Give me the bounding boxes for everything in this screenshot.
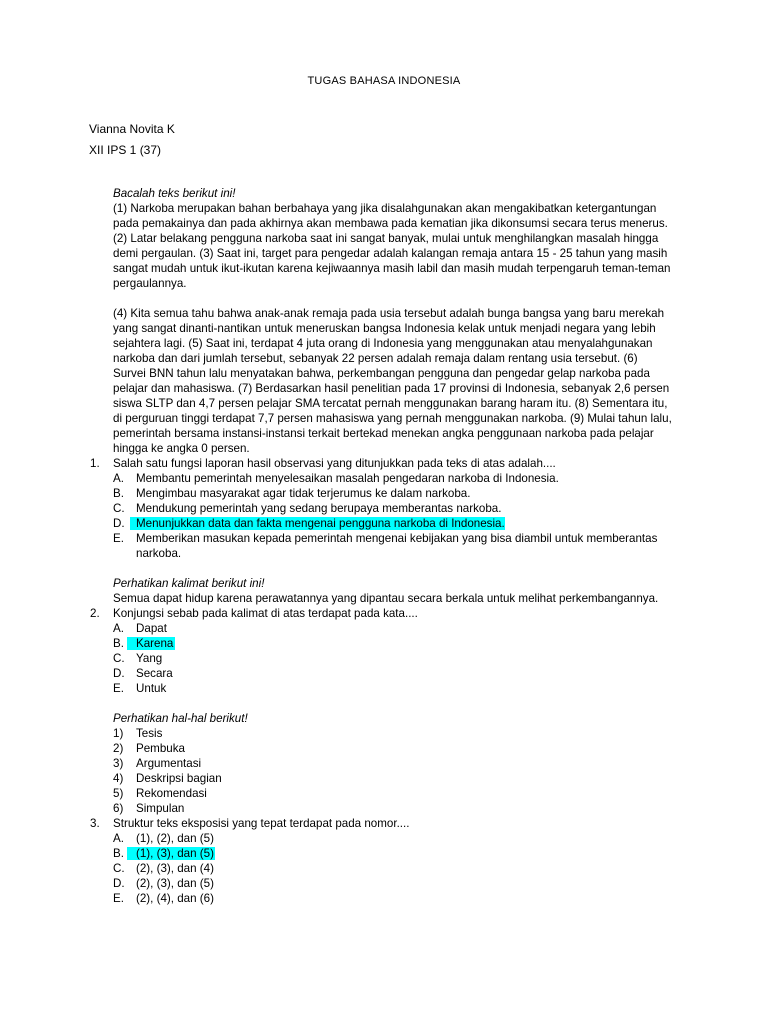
option-letter: D. [113,517,125,530]
option-letter: C. [113,652,125,665]
item-text: Tesis [136,727,163,740]
option-3d[interactable] [113,876,673,891]
option-1e[interactable] [113,531,673,561]
option-letter: C. [113,862,125,875]
option-text: Untuk [136,682,167,695]
item-number: 4) [113,772,124,785]
option-text: (2), (4), dan (6) [136,892,214,905]
option-3c[interactable] [113,861,673,876]
item-text: Simpulan [136,802,185,815]
option-letter: D. [113,667,125,680]
document-body [90,186,673,906]
option-2e[interactable] [113,681,673,696]
option-letter: E. [113,532,124,545]
option-letter: A. [113,832,124,845]
option-3a[interactable] [113,831,673,846]
option-text: Membantu pemerintah menyelesaikan masalah pengedaran narkoba di Indonesia. [136,472,559,485]
option-letter: A. [113,472,124,485]
option-1c[interactable] [113,501,673,516]
question-2 [90,606,673,696]
item-number: 6) [113,802,124,815]
student-name: Vianna Novita K [89,122,175,136]
option-text: Mendukung pemerintah yang sedang berupaya memberantas narkoba. [136,502,502,515]
question-2-sentence: Semua dapat hidup karena perawatannya yang dipantau secara berkala untuk melihat perkembangannya. [113,592,659,605]
structure-item [113,756,673,771]
option-text: (1), (2), dan (5) [136,832,214,845]
item-number: 2) [113,742,124,755]
option-letter: C. [113,502,125,515]
option-letter: B. [113,487,124,500]
option-2b-selected[interactable] [113,636,673,651]
item-number: 3) [113,757,124,770]
option-text: Secara [136,667,173,680]
student-class: XII IPS 1 (37) [89,143,162,157]
item-text: Rekomendasi [136,787,207,800]
question-2-intro: Perhatikan kalimat berikut ini! [113,577,265,590]
item-text: Deskripsi bagian [136,772,222,785]
option-1d-selected[interactable] [113,516,673,531]
question-2-text: Konjungsi sebab pada kalimat di atas terdapat pada kata.... [113,607,418,620]
structure-item [113,771,673,786]
question-3-options [113,831,673,906]
option-3e[interactable] [113,891,673,906]
structure-items [113,726,673,816]
document-title: TUGAS BAHASA INDONESIA [307,75,461,87]
option-text: Yang [136,652,163,665]
option-letter: B. [113,847,124,860]
item-text: Argumentasi [136,757,202,770]
structure-item [113,801,673,816]
option-2a[interactable] [113,621,673,636]
question-3-intro: Perhatikan hal-hal berikut! [113,712,248,725]
question-3-text: Struktur teks eksposisi yang tepat terdapat pada nomor.... [113,817,410,830]
question-1 [90,456,673,561]
highlighted-answer: Menunjukkan data dan fakta mengenai pengguna narkoba di Indonesia. [130,517,505,530]
structure-item [113,741,673,756]
question-1-options [113,471,673,561]
passage-paragraph-2: (4) Kita semua tahu bahwa anak-anak remaja pada usia tersebut adalah bunga bangsa yang baru merekah yang sangat dinanti-nantikan untuk meneruskan bangsa Indonesia kelak untuk menjadi negara yang lebih sejahtera lagi. (5) Saat ini, terdapat 4 juta orang di Indonesia yang menggunakan atau menyalahgunakan narkoba dan dari jumlah tersebut, sebanyak 22 persen adalah remaja dalam rentang usia tersebut. (6) Survei BNN tahun lalu menyatakan bahwa, perkembangan pengguna dan pengedar gelap narkoba pada pelajar dan mahasiswa. (7) Berdasarkan hasil penelitian pada 17 provinsi di Indonesia, sebanyak 2,6 persen siswa SLTP dan 4,7 persen pelajar SMA tercatat pernah menggunakan barang haram itu. (8) Sementara itu, di perguruan tinggi terdapat 7,7 persen mahasiswa yang pernah menggunakan narkoba. (9) Mulai tahun lalu, pemerintah bersama instansi-instansi terkait bertekad menekan angka penggunaan narkoba pada pelajar hingga ke angka 0 persen. [113,307,672,455]
option-1a[interactable] [113,471,673,486]
question-3-number: 3. [90,817,100,830]
passage-paragraph-1: (1) Narkoba merupakan bahan berbahaya yang jika disalahgunakan akan mengakibatkan ketergantungan pada pemakainya dan pada akhirnya akan membawa pada kematian jika dikonsumsi secara terus menerus. (2) Latar belakang pengguna narkoba saat ini sangat banyak, mulai untuk menghilangkan masalah hingga demi pergaulan. (3) Saat ini, target para pengedar adalah kalangan remaja antara 15 - 25 tahun yang masih sangat mudah untuk ikut-ikutan karena kejiwaannya masih labil dan masih mudah terpengaruh teman-teman pergaulannya. [113,202,671,290]
option-3b-selected[interactable] [113,846,673,861]
option-1b[interactable] [113,486,673,501]
option-letter: E. [113,682,124,695]
option-text: (2), (3), dan (5) [136,877,214,890]
option-2c[interactable] [113,651,673,666]
option-text: Dapat [136,622,167,635]
option-letter: D. [113,877,125,890]
question-1-number: 1. [90,457,100,470]
item-number: 1) [113,727,124,740]
option-text: Memberikan masukan kepada pemerintah mengenai kebijakan yang bisa diambil untuk memberantas narkoba. [136,532,658,560]
option-text: (2), (3), dan (4) [136,862,214,875]
structure-item [113,726,673,741]
question-2-options [113,621,673,696]
item-number: 5) [113,787,124,800]
item-text: Pembuka [136,742,185,755]
option-2d[interactable] [113,666,673,681]
highlighted-answer: (1), (3), dan (5) [127,847,215,860]
option-letter: A. [113,622,124,635]
question-3 [90,816,673,906]
highlighted-answer: Karena [127,637,175,650]
option-letter: E. [113,892,124,905]
question-1-text: Salah satu fungsi laporan hasil observasi yang ditunjukkan pada teks di atas adalah.... [113,457,556,470]
passage-intro: Bacalah teks berikut ini! [113,187,236,200]
structure-item [113,786,673,801]
option-text: Mengimbau masyarakat agar tidak terjerumus ke dalam narkoba. [136,487,471,500]
option-letter: B. [113,637,124,650]
question-2-number: 2. [90,607,100,620]
